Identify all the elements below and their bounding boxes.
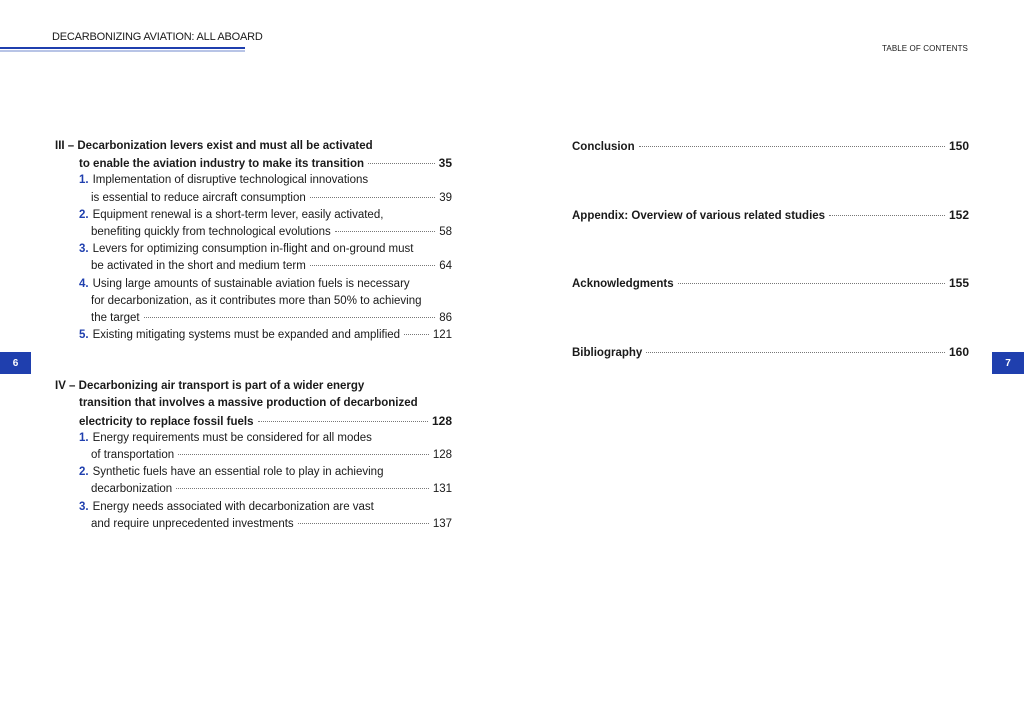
toc-part-title[interactable]: transition that involves a massive production of decarbonized	[79, 397, 418, 410]
header-rule	[0, 47, 245, 52]
toc-entry[interactable]: 3. Levers for optimizing consumption in-flight and on-ground must	[79, 243, 414, 256]
running-title: DECARBONIZING AVIATION: ALL ABOARD	[52, 31, 263, 43]
toc-part-title[interactable]: electricity to replace fossil fuels 128	[79, 413, 452, 428]
toc-part-title[interactable]: III – Decarbonization levers exist and must all be activated	[55, 140, 373, 152]
toc-entry-appendix[interactable]: Appendix: Overview of various related studies 152	[572, 207, 969, 222]
toc-entry[interactable]: be activated in the short and medium term 64	[91, 260, 452, 273]
toc-entry[interactable]: the target 86	[91, 311, 452, 324]
toc-entry[interactable]: decarbonization 131	[91, 483, 452, 496]
toc-entry[interactable]: 2. Synthetic fuels have an essential role to play in achieving	[79, 466, 384, 479]
toc-entry-conclusion[interactable]: Conclusion 150	[572, 139, 969, 153]
toc-entry[interactable]: of transportation 128	[91, 449, 452, 461]
toc-entry[interactable]: benefiting quickly from technological evolutions 58	[91, 225, 452, 238]
toc-entry-bibliography[interactable]: Bibliography 160	[572, 345, 969, 360]
toc-entry[interactable]: for decarbonization, as it contributes more than 50% to achieving	[91, 294, 422, 307]
toc-part-4	[55, 378, 452, 533]
toc-entry[interactable]: 5. Existing mitigating systems must be expanded and amplified 121	[79, 329, 452, 342]
section-label: TABLE OF CONTENTS	[881, 44, 968, 53]
toc-right-column	[572, 138, 969, 361]
page-number-left: 6	[0, 352, 31, 374]
toc-entry[interactable]: 2. Equipment renewal is a short-term lever, easily activated,	[79, 208, 384, 221]
toc-entry[interactable]: 4. Using large amounts of sustainable aviation fuels is necessary	[79, 277, 410, 290]
toc-entry[interactable]: 1. Implementation of disruptive technological innovations	[79, 174, 369, 187]
toc-entry-acknowledgments[interactable]: Acknowledgments 155	[572, 276, 969, 291]
toc-left-column	[55, 138, 452, 533]
toc-entry[interactable]: is essential to reduce aircraft consumption 39	[91, 191, 452, 204]
toc-entry[interactable]: and require unprecedented investments 137	[91, 517, 452, 530]
toc-entry[interactable]: 1. Energy requirements must be considered for all modes	[79, 431, 372, 444]
page-number-right: 7	[992, 352, 1024, 374]
toc-part-title[interactable]: IV – Decarbonizing air transport is part of a wider energy	[55, 380, 365, 393]
toc-part-title[interactable]: to enable the aviation industry to make its transition 35	[79, 156, 452, 171]
toc-part-3	[55, 138, 452, 344]
toc-entry[interactable]: 3. Energy needs associated with decarbonization are vast	[79, 500, 374, 513]
